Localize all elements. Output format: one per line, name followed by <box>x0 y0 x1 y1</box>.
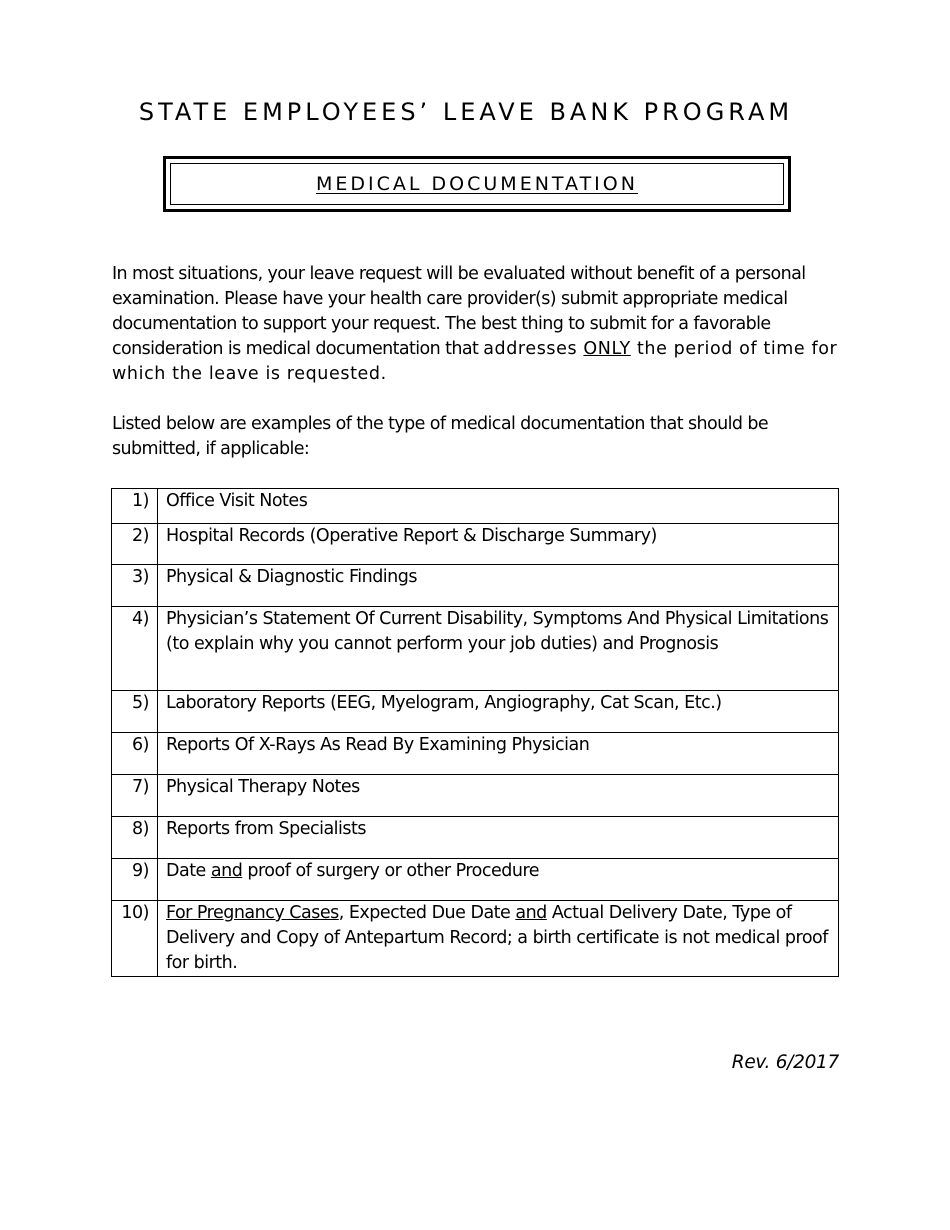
item-description <box>158 901 839 977</box>
table-row <box>112 565 839 607</box>
item-text-underlined: and <box>210 861 243 881</box>
item-text-underlined: For Pregnancy Cases <box>166 903 339 923</box>
item-number: 4) <box>112 607 158 691</box>
item-description: Hospital Records (Operative Report & Discharge Summary) <box>158 524 839 565</box>
item-number: 8) <box>112 817 158 859</box>
item-text: Actual Delivery Date, Type of Delivery and Copy of Antepartum Record; a birth certificate is not medical proof for birth. <box>166 903 828 973</box>
documentation-table <box>111 488 839 977</box>
table-row <box>112 733 839 775</box>
table-row <box>112 775 839 817</box>
item-description: Office Visit Notes <box>158 489 839 524</box>
table-row <box>112 524 839 565</box>
item-text: , Expected Due Date <box>338 903 516 923</box>
item-number: 7) <box>112 775 158 817</box>
table-row <box>112 489 839 524</box>
table-row <box>112 691 839 733</box>
item-number: 6) <box>112 733 158 775</box>
intro-text-part3: the period of time for which the leave is requested <box>112 339 838 384</box>
table-row <box>112 607 839 691</box>
intro-emphasis-only: ONLY <box>583 339 631 359</box>
revision-date: Rev. 6/2017 <box>731 1052 839 1073</box>
section-title: MEDICAL DOCUMENTATION <box>316 173 638 195</box>
table-row <box>112 901 839 977</box>
item-number: 2) <box>112 524 158 565</box>
item-description: Physical Therapy Notes <box>158 775 839 817</box>
item-text-underlined: and <box>515 903 547 923</box>
item-description: Reports Of X-Rays As Read By Examining Physician <box>158 733 839 775</box>
section-title-inner-border <box>170 163 784 205</box>
item-description: Reports from Specialists <box>158 817 839 859</box>
item-number: 9) <box>112 859 158 901</box>
item-number: 5) <box>112 691 158 733</box>
item-number: 1) <box>112 489 158 524</box>
intro-paragraph <box>112 262 847 387</box>
item-description <box>158 859 839 901</box>
intro-text-addresses: addresses <box>483 339 584 359</box>
list-intro-paragraph: Listed below are examples of the type of medical documentation that should be submitted, if applicable: <box>112 414 768 459</box>
item-description: Physical & Diagnostic Findings <box>158 565 839 607</box>
intro-text-end: . <box>380 364 386 384</box>
intro-text-part1: In most situations, your leave request will be evaluated without benefit of a personal examination. Please have your health care provider(s) submit appropriate medical documentation to support your request. The best thing to submit for a favorable consideration is medical documentation that <box>112 264 806 359</box>
section-title-box <box>163 156 791 212</box>
item-number: 10) <box>112 901 158 977</box>
item-text: Date <box>166 861 211 881</box>
table-row <box>112 817 839 859</box>
table-row <box>112 859 839 901</box>
item-description: Laboratory Reports (EEG, Myelogram, Angiography, Cat Scan, Etc.) <box>158 691 839 733</box>
page-title: STATE EMPLOYEES’ LEAVE BANK PROGRAM <box>138 98 794 126</box>
item-text: proof of surgery or other Procedure <box>242 861 540 881</box>
item-number: 3) <box>112 565 158 607</box>
item-description: Physician’s Statement Of Current Disability, Symptoms And Physical Limitations (to explain why you cannot perform your job duties) and Prognosis <box>158 607 839 691</box>
